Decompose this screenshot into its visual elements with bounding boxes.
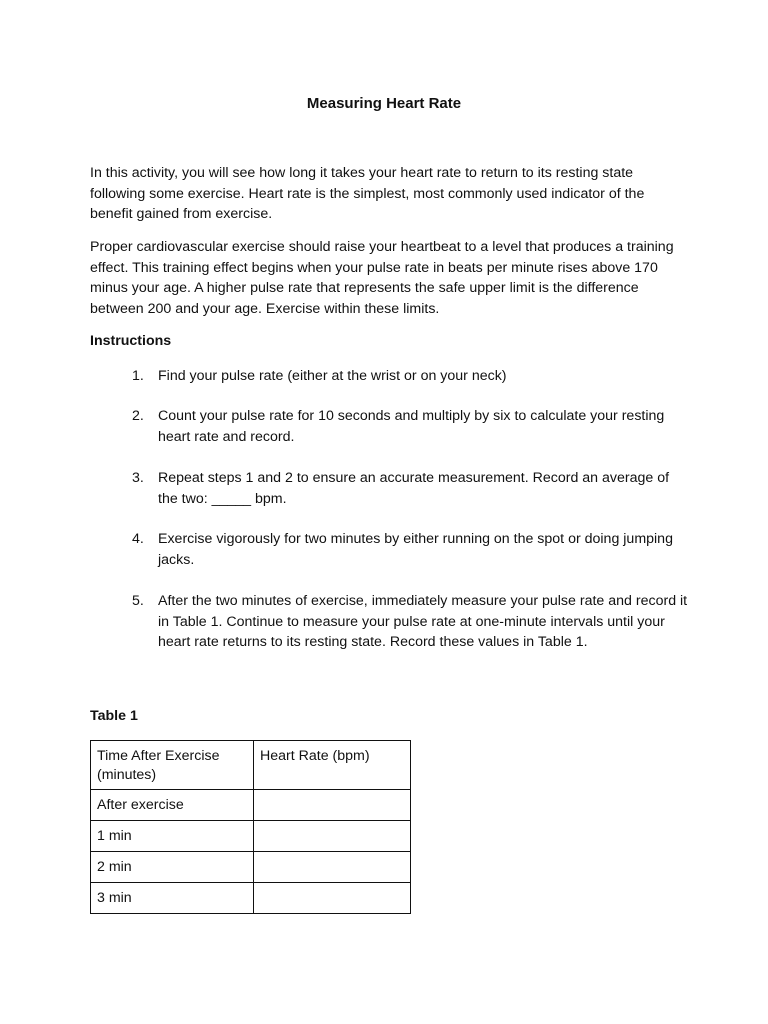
step-number: 3. — [132, 470, 144, 486]
heart-rate-cell[interactable] — [254, 790, 411, 821]
exercise-paragraph: Proper cardiovascular exercise should raise your heartbeat to a level that produces a training effect. This training effect begins when your pulse rate in beats per minute rises above 170 minus your age. A higher pulse rate that represents the safe upper limit is the difference between 200 and your age. Exercise within these limits. — [90, 239, 674, 317]
table-heading: Table 1 — [90, 708, 138, 724]
time-cell: 3 min — [91, 883, 254, 914]
time-cell: After exercise — [91, 790, 254, 821]
list-item — [132, 366, 692, 387]
table-row — [91, 821, 411, 852]
list-item — [132, 529, 692, 570]
heart-rate-cell[interactable] — [254, 821, 411, 852]
document-title: Measuring Heart Rate — [306, 95, 462, 112]
time-cell: 2 min — [91, 852, 254, 883]
column-header-time: Time After Exercise (minutes) — [91, 741, 254, 790]
intro-paragraph: In this activity, you will see how long it takes your heart rate to return to its resting state following some exercise. Heart rate is the simplest, most commonly used indicator of the benefit gained from exercise. — [90, 165, 645, 222]
heart-rate-cell[interactable] — [254, 883, 411, 914]
heart-rate-cell[interactable] — [254, 852, 411, 883]
list-item — [132, 591, 692, 653]
step-number: 4. — [132, 531, 144, 547]
step-text: After the two minutes of exercise, immediately measure your pulse rate and record it in Table 1. Continue to measure your pulse rate at one-minute intervals until your heart rate returns to its resting state. Record these values in Table 1. — [158, 593, 688, 650]
step-text: Repeat steps 1 and 2 to ensure an accurate measurement. Record an average of the two: _____ bpm. — [158, 470, 670, 507]
list-item — [132, 468, 692, 509]
table-row — [91, 790, 411, 821]
table-header-row — [91, 741, 411, 790]
table-row — [91, 883, 411, 914]
step-number: 5. — [132, 593, 144, 609]
step-number: 1. — [132, 368, 144, 384]
instructions-heading: Instructions — [90, 333, 172, 349]
step-text: Count your pulse rate for 10 seconds and multiply by six to calculate your resting heart rate and record. — [158, 408, 665, 445]
time-cell: 1 min — [91, 821, 254, 852]
column-header-heart-rate: Heart Rate (bpm) — [254, 741, 411, 790]
heart-rate-table — [90, 740, 411, 914]
step-number: 2. — [132, 408, 144, 424]
step-text: Exercise vigorously for two minutes by either running on the spot or doing jumping jacks. — [158, 531, 673, 568]
table-row — [91, 852, 411, 883]
list-item — [132, 406, 692, 447]
step-text: Find your pulse rate (either at the wrist or on your neck) — [158, 368, 507, 384]
